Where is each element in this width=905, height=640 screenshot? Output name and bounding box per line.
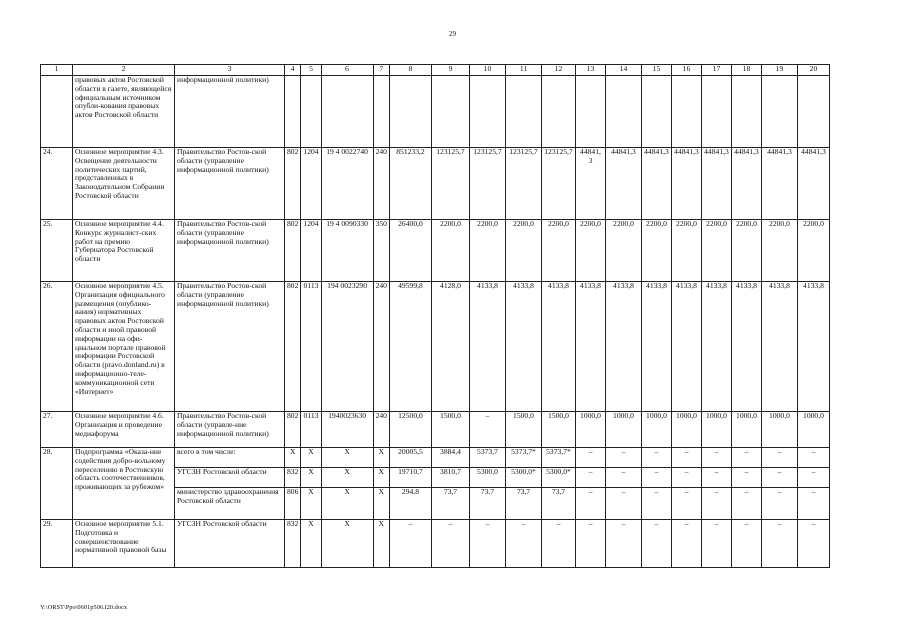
carry-over-row	[41, 76, 830, 148]
value-cell: –	[797, 488, 829, 520]
value-cell: 1000,0	[797, 412, 829, 448]
code-cell: 806	[285, 488, 301, 520]
value-cell: 851233,2	[389, 148, 431, 220]
code-cell: X	[285, 448, 301, 468]
value-cell: 2200,0	[605, 220, 641, 282]
value-cell: –	[731, 468, 761, 488]
value-cell: –	[701, 488, 731, 520]
value-cell: –	[641, 448, 671, 468]
header-cell: 12	[541, 65, 575, 76]
value-cell: 2200,0	[469, 220, 505, 282]
value-cell: –	[605, 520, 641, 568]
value-cell: –	[761, 448, 797, 468]
table-row	[41, 520, 830, 568]
table-row	[41, 148, 830, 220]
value-cell: –	[671, 488, 701, 520]
value-cell: 1000,0	[641, 412, 671, 448]
value-cell: 2200,0	[797, 220, 829, 282]
value-cell: 294,8	[389, 488, 431, 520]
value-cell: 4133,8	[575, 282, 605, 412]
value-cell: –	[541, 520, 575, 568]
value-cell: –	[761, 468, 797, 488]
header-cell: 18	[731, 65, 761, 76]
value-cell: –	[469, 412, 505, 448]
value-cell: 4128,0	[431, 282, 469, 412]
value-cell: 4133,8	[469, 282, 505, 412]
header-cell: 20	[797, 65, 829, 76]
row-number: 24.	[41, 148, 73, 220]
value-cell: 73,7	[469, 488, 505, 520]
executor: Правительство Ростов-ской области (управление информационной политики)	[175, 282, 285, 412]
header-cell: 5	[301, 65, 321, 76]
measure-name: Основное мероприятие 4.3. Освещение деятельности политических партий, представленных в Законодательном Собрании Ростовской области	[73, 148, 175, 220]
value-cell: –	[797, 520, 829, 568]
header-cell: 7	[373, 65, 389, 76]
measure-name: Основное мероприятие 5.1. Подготовка и совершенствование нормативной правовой базы	[73, 520, 175, 568]
code-cell: X	[373, 520, 389, 568]
value-cell: 44841,3	[761, 148, 797, 220]
value-cell: 5300,0*	[541, 468, 575, 488]
value-cell: 1000,0	[605, 412, 641, 448]
value-cell: –	[641, 468, 671, 488]
table-row	[41, 220, 830, 282]
value-cell: –	[431, 520, 469, 568]
header-cell: 11	[505, 65, 541, 76]
value-cell: 49599,8	[389, 282, 431, 412]
value-cell: 73,7	[541, 488, 575, 520]
code-cell: X	[301, 488, 321, 520]
value-cell: 1000,0	[761, 412, 797, 448]
value-cell: –	[605, 468, 641, 488]
value-cell: 44841,3	[701, 148, 731, 220]
header-cell: 4	[285, 65, 301, 76]
value-cell: –	[731, 488, 761, 520]
code-cell: 832	[285, 468, 301, 488]
value-cell: 2200,0	[575, 220, 605, 282]
value-cell: –	[701, 468, 731, 488]
value-cell: 5373,7	[469, 448, 505, 468]
code-cell: X	[301, 468, 321, 488]
value-cell: –	[761, 488, 797, 520]
value-cell: 123125,7	[505, 148, 541, 220]
executor: Правительство Ростов-ской области (управление информационной политики)	[175, 220, 285, 282]
measure-name: правовых актов Ростовской области в газете, являющейся официальным источником опубли-кования правовых актов Ростовской области	[73, 76, 175, 148]
value-cell: –	[701, 448, 731, 468]
value-cell: –	[797, 468, 829, 488]
value-cell: –	[671, 520, 701, 568]
value-cell: 44841,3	[605, 148, 641, 220]
value-cell: –	[605, 488, 641, 520]
table-row	[41, 448, 830, 468]
value-cell: –	[575, 488, 605, 520]
value-cell: 73,7	[431, 488, 469, 520]
value-cell: –	[731, 448, 761, 468]
value-cell: –	[641, 520, 671, 568]
header-cell: 13	[575, 65, 605, 76]
value-cell: 1000,0	[671, 412, 701, 448]
code-cell: 802	[285, 282, 301, 412]
code-cell: X	[373, 468, 389, 488]
value-cell: 4133,8	[797, 282, 829, 412]
code-cell: 240	[373, 412, 389, 448]
value-cell: 2200,0	[541, 220, 575, 282]
header-cell: 3	[175, 65, 285, 76]
code-cell: 0113	[301, 412, 321, 448]
row-number: 28.	[41, 448, 73, 520]
value-cell: 3810,7	[431, 468, 469, 488]
header-cell: 15	[641, 65, 671, 76]
table-row	[41, 282, 830, 412]
value-cell: –	[641, 488, 671, 520]
value-cell: 5373,7*	[541, 448, 575, 468]
code-cell: 19 4 0022740	[321, 148, 373, 220]
value-cell: 44841,3	[671, 148, 701, 220]
executor: всего в том числе:	[175, 448, 285, 468]
value-cell: –	[797, 448, 829, 468]
value-cell: –	[671, 448, 701, 468]
row-number: 29.	[41, 520, 73, 568]
value-cell: 123125,7	[431, 148, 469, 220]
header-cell: 6	[321, 65, 373, 76]
value-cell: 2200,0	[701, 220, 731, 282]
code-cell: X	[301, 520, 321, 568]
value-cell: 4133,8	[731, 282, 761, 412]
code-cell: X	[373, 488, 389, 520]
executor: Правительство Ростов-ской области (управле-ние информационной политики)	[175, 412, 285, 448]
code-cell: 0113	[301, 282, 321, 412]
code-cell: X	[321, 520, 373, 568]
value-cell: 26400,0	[389, 220, 431, 282]
code-cell: 350	[373, 220, 389, 282]
executor: Правительство Ростов-ской области (управление информационной политики)	[175, 148, 285, 220]
header-cell: 19	[761, 65, 797, 76]
row-number: 26.	[41, 282, 73, 412]
value-cell: –	[761, 520, 797, 568]
value-cell: –	[575, 468, 605, 488]
value-cell: 5300,0*	[505, 468, 541, 488]
row-number: 25.	[41, 220, 73, 282]
value-cell: 1500,0	[541, 412, 575, 448]
header-cell: 17	[701, 65, 731, 76]
value-cell: 4133,8	[641, 282, 671, 412]
value-cell: –	[731, 520, 761, 568]
value-cell: 4133,8	[671, 282, 701, 412]
value-cell: 44841,3	[641, 148, 671, 220]
value-cell: 44841, 3	[575, 148, 605, 220]
value-cell: 123125,7	[541, 148, 575, 220]
value-cell: 2200,0	[431, 220, 469, 282]
value-cell: 2200,0	[731, 220, 761, 282]
value-cell: 44841,3	[731, 148, 761, 220]
measure-name: Основное мероприятие 4.6. Организация и проведение медиафорума	[73, 412, 175, 448]
code-cell: 240	[373, 148, 389, 220]
value-cell: 4133,8	[505, 282, 541, 412]
code-cell: 832	[285, 520, 301, 568]
header-cell: 14	[605, 65, 641, 76]
code-cell: X	[321, 488, 373, 520]
table-row	[41, 412, 830, 448]
value-cell: 2200,0	[505, 220, 541, 282]
value-cell: –	[701, 520, 731, 568]
code-cell: 802	[285, 220, 301, 282]
value-cell: 1000,0	[701, 412, 731, 448]
value-cell: 73,7	[505, 488, 541, 520]
code-cell: 802	[285, 148, 301, 220]
header-row	[41, 65, 830, 76]
measure-name: Основное мероприятие 4.5. Организация официального размещения (опублико-вания) нормативных правовых актов Ростовской области и иной правовой информации на офи-циальном портале правовой информации Ростовской области (pravo.donland.ru) в информационно-теле-коммуникационной сети «Интернет»	[73, 282, 175, 412]
header-cell: 2	[73, 65, 175, 76]
value-cell: 2200,0	[641, 220, 671, 282]
header-cell: 1	[41, 65, 73, 76]
value-cell: 1500,0	[431, 412, 469, 448]
file-path-footer: Y:\ORST\Ppo\0601p506.f20.docx	[40, 604, 128, 611]
code-cell: 240	[373, 282, 389, 412]
value-cell: –	[505, 520, 541, 568]
value-cell: 2200,0	[671, 220, 701, 282]
code-cell: 19 4 0090330	[321, 220, 373, 282]
measure-name: Основное мероприятие 4.4. Конкурс журналист-ских работ на премию Губернатора Ростовской области	[73, 220, 175, 282]
value-cell: 4133,8	[701, 282, 731, 412]
code-cell: 1940023630	[321, 412, 373, 448]
code-cell: 1204	[301, 148, 321, 220]
code-cell: X	[321, 448, 373, 468]
value-cell: 1500,0	[505, 412, 541, 448]
code-cell: X	[321, 468, 373, 488]
value-cell: 19710,7	[389, 468, 431, 488]
value-cell: 44841,3	[797, 148, 829, 220]
value-cell: –	[605, 448, 641, 468]
header-cell: 10	[469, 65, 505, 76]
value-cell: 4133,8	[605, 282, 641, 412]
code-cell: 1204	[301, 220, 321, 282]
value-cell: 20005,5	[389, 448, 431, 468]
value-cell: 12500,0	[389, 412, 431, 448]
executor: УГСЗН Ростовской области	[175, 468, 285, 488]
executor: УГСЗН Ростовской области	[175, 520, 285, 568]
header-cell: 16	[671, 65, 701, 76]
value-cell: 4133,8	[541, 282, 575, 412]
code-cell: X	[301, 448, 321, 468]
value-cell: 1000,0	[731, 412, 761, 448]
value-cell: 2200,0	[761, 220, 797, 282]
value-cell: –	[575, 448, 605, 468]
page-number: 29	[449, 30, 456, 38]
value-cell: –	[469, 520, 505, 568]
measure-name: Подпрограмма «Оказа-ние содействия добро-вольному переселению в Ростовскую область соотечественников, проживающих за рубежом»	[73, 448, 175, 520]
value-cell: 5373,7*	[505, 448, 541, 468]
header-cell: 8	[389, 65, 431, 76]
code-cell: 802	[285, 412, 301, 448]
program-table	[40, 64, 830, 568]
code-cell: 194 0023290	[321, 282, 373, 412]
value-cell: –	[575, 520, 605, 568]
executor: министерство здравоохранения Ростовской области	[175, 488, 285, 520]
value-cell: –	[671, 468, 701, 488]
code-cell: X	[373, 448, 389, 468]
header-cell: 9	[431, 65, 469, 76]
value-cell: 5300,0	[469, 468, 505, 488]
value-cell: 123125,7	[469, 148, 505, 220]
value-cell: 3884,4	[431, 448, 469, 468]
value-cell: –	[389, 520, 431, 568]
row-number: 27.	[41, 412, 73, 448]
value-cell: 4133,8	[761, 282, 797, 412]
value-cell: 1000,0	[575, 412, 605, 448]
executor: информационной политики)	[175, 76, 285, 148]
